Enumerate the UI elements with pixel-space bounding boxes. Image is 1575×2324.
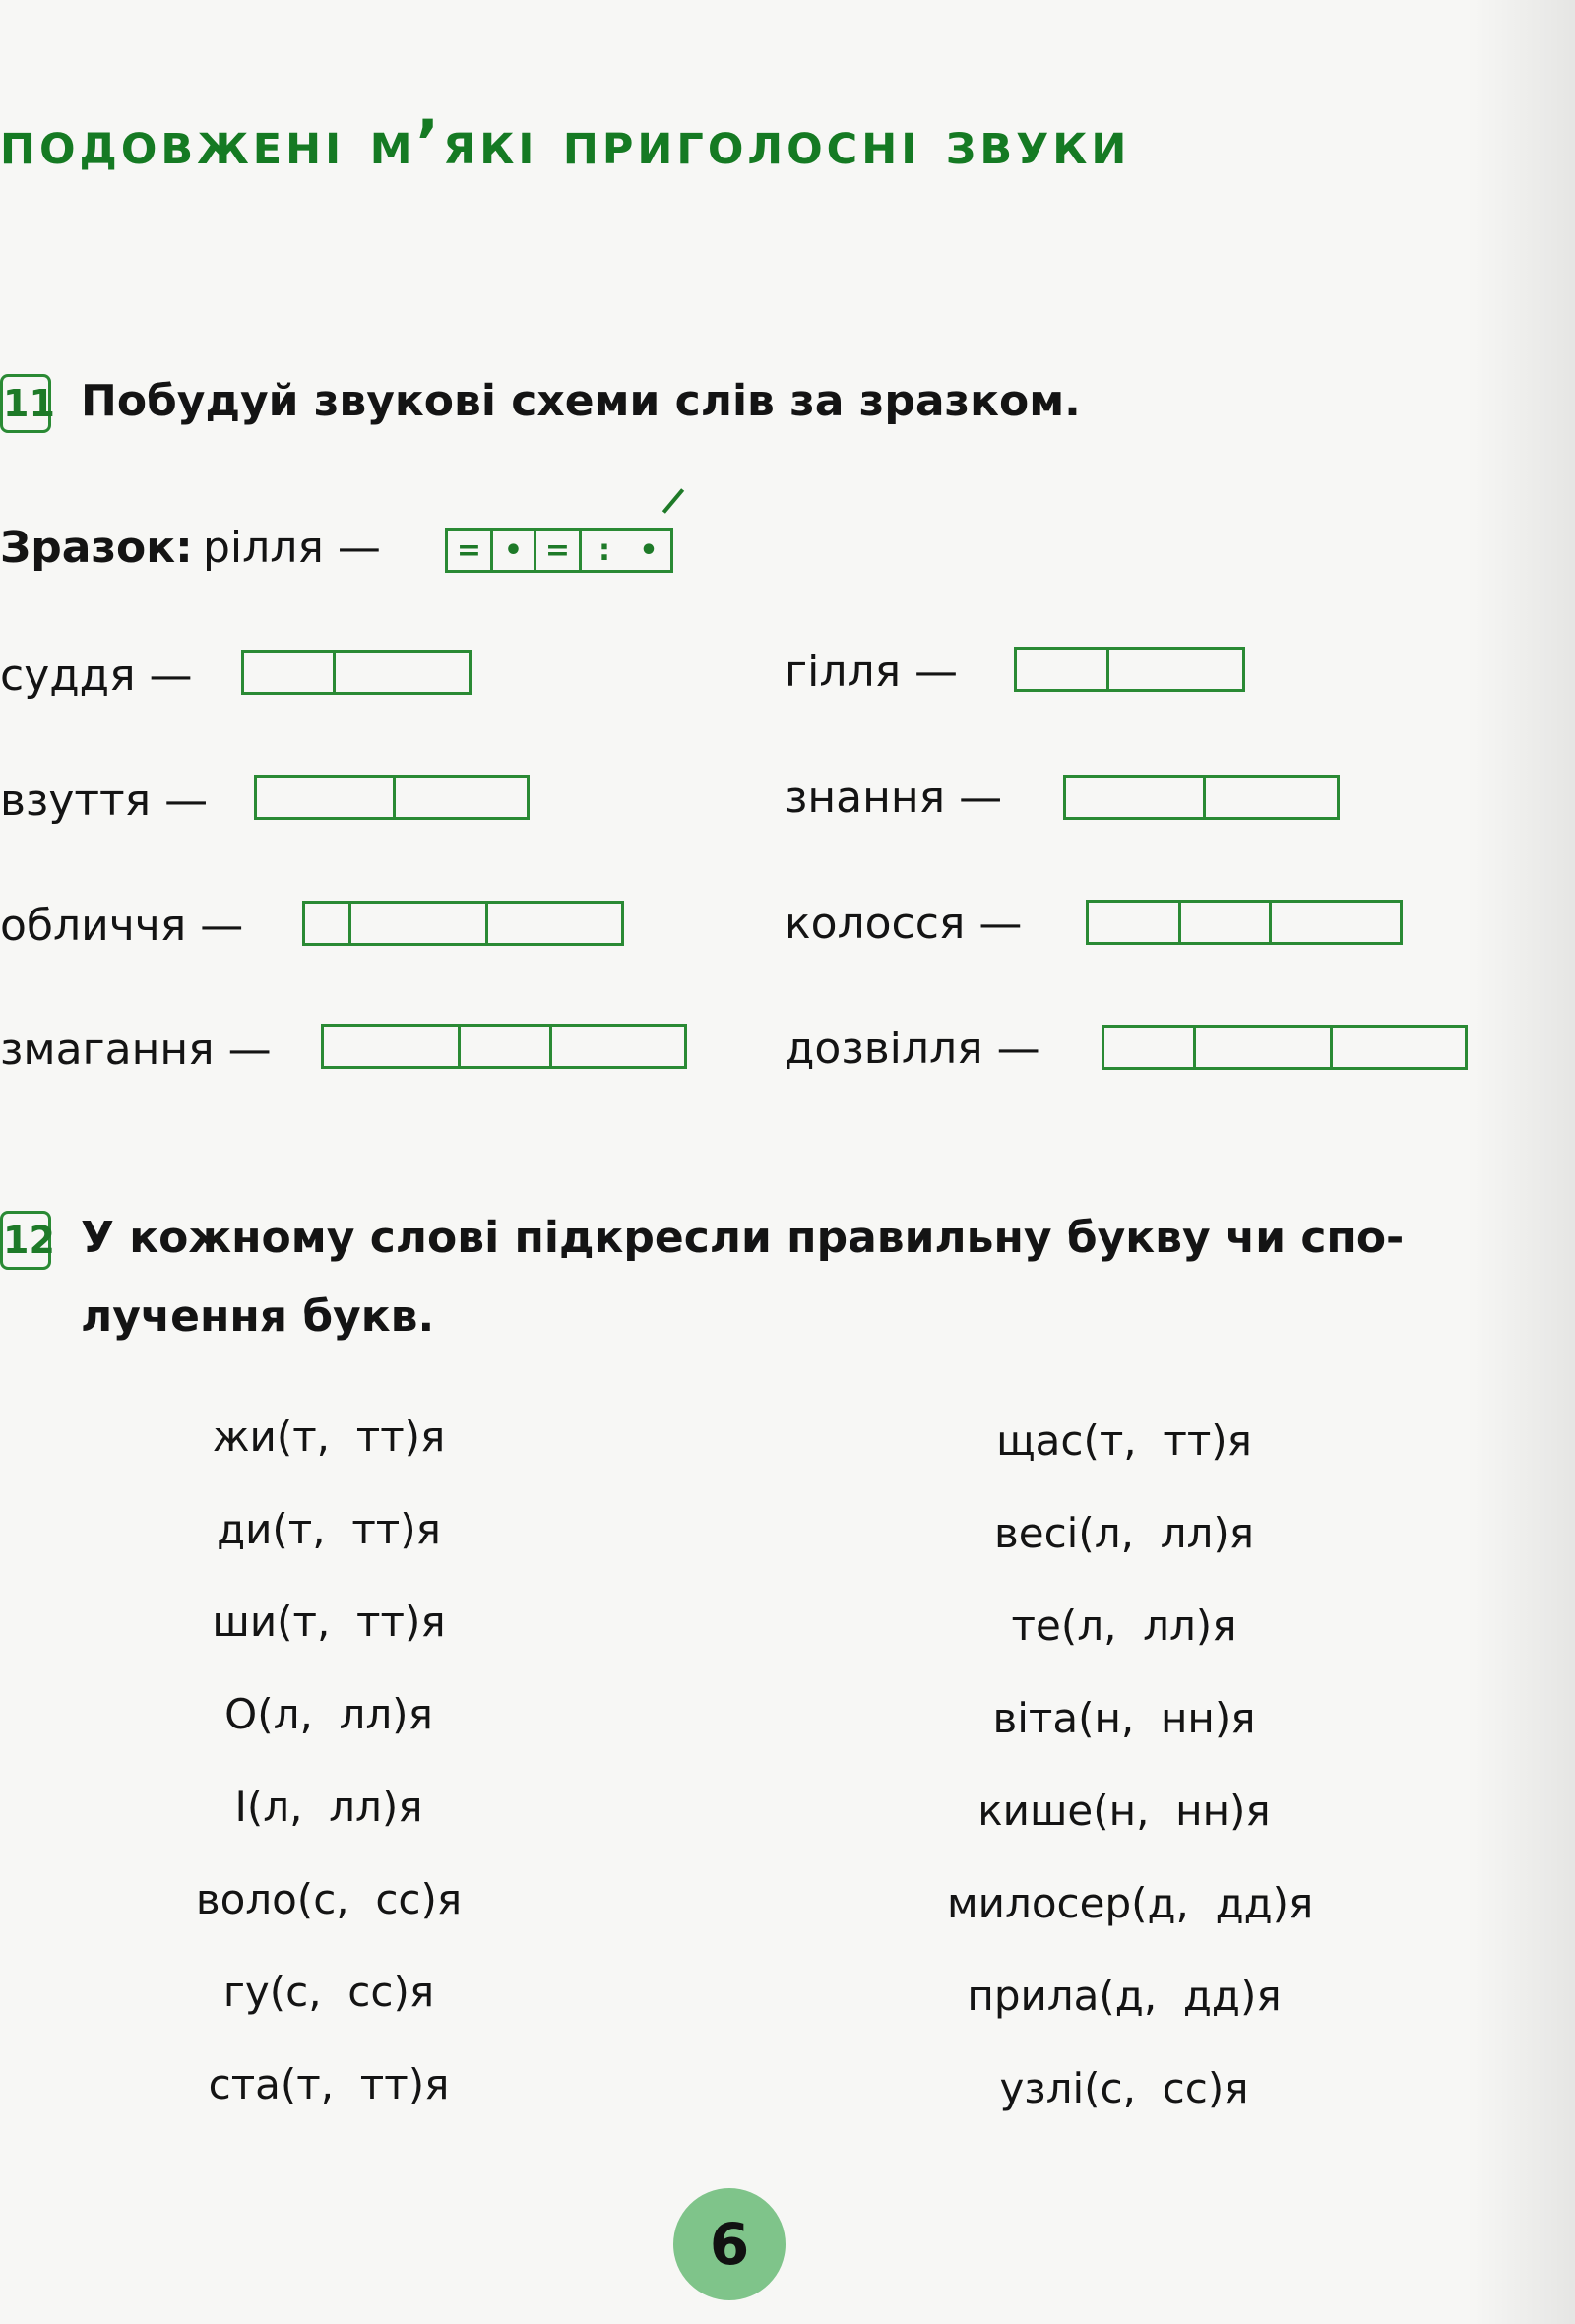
sound-scheme[interactable] (254, 775, 530, 820)
sample-symbol: • (639, 533, 659, 568)
sound-scheme[interactable] (321, 1024, 687, 1069)
sample-word: рілля — (203, 523, 381, 573)
word-choice[interactable]: щас(т, тт)я (996, 1416, 1252, 1465)
word-choice[interactable]: прила(д, дд)я (967, 1972, 1282, 2020)
page-number: 6 (673, 2188, 786, 2300)
word-label: знання — (785, 773, 1003, 823)
stress-mark-icon (662, 488, 684, 514)
sample-symbol: = (536, 531, 582, 570)
word-label: гілля — (785, 647, 959, 697)
task-11-instruction: Побудуй звукові схеми слів за зразком. (81, 376, 1081, 426)
word-label: змагання — (0, 1025, 272, 1075)
word-choice[interactable]: кише(н, нн)я (977, 1787, 1271, 1835)
word-choice[interactable]: О(л, лл)я (224, 1690, 433, 1738)
task-12-instruction-line2: лучення букв. (81, 1291, 435, 1342)
word-choice[interactable]: гу(с, сс)я (222, 1968, 435, 2016)
word-label: суддя — (0, 651, 193, 701)
word-choice[interactable]: ди(т, тт)я (217, 1505, 441, 1553)
sound-scheme[interactable] (1014, 647, 1245, 692)
word-label: взуття — (0, 776, 209, 826)
word-choice[interactable]: милосер(д, дд)я (947, 1879, 1314, 1927)
word-choice[interactable]: І(л, лл)я (234, 1783, 423, 1831)
word-choice[interactable]: весі(л, лл)я (994, 1509, 1254, 1557)
word-choice[interactable]: ста(т, тт)я (208, 2060, 450, 2108)
sample-symbol: • (493, 531, 536, 570)
sample-scheme (445, 528, 673, 573)
word-label: дозвілля — (785, 1024, 1040, 1074)
word-label: колосся — (785, 899, 1023, 949)
task-12-instruction-line1: У кожному слові підкресли правильну букву чи спо- (81, 1213, 1405, 1263)
page-edge-shadow (1467, 0, 1575, 2324)
sound-scheme[interactable] (1102, 1025, 1468, 1070)
word-label: обличчя — (0, 901, 244, 951)
word-choice[interactable]: узлі(с, сс)я (999, 2064, 1249, 2112)
word-choice[interactable]: воло(с, сс)я (195, 1875, 463, 1923)
word-choice[interactable]: жи(т, тт)я (212, 1413, 446, 1461)
page-title: подовжені м’які приголосні звуки (0, 106, 1131, 178)
sample-symbol: : (598, 533, 610, 568)
sound-scheme[interactable] (302, 901, 624, 946)
sound-scheme[interactable] (1086, 900, 1403, 945)
sound-scheme[interactable] (1063, 775, 1340, 820)
task-11-number: 11 (0, 374, 51, 433)
sample-symbol: = (448, 531, 493, 570)
sample-label: Зразок: (0, 523, 193, 573)
word-choice[interactable]: ши(т, тт)я (212, 1598, 446, 1646)
task-12-number: 12 (0, 1211, 51, 1270)
word-choice[interactable]: те(л, лл)я (1011, 1602, 1237, 1650)
word-choice[interactable]: віта(н, нн)я (992, 1694, 1256, 1742)
sound-scheme[interactable] (241, 650, 472, 695)
